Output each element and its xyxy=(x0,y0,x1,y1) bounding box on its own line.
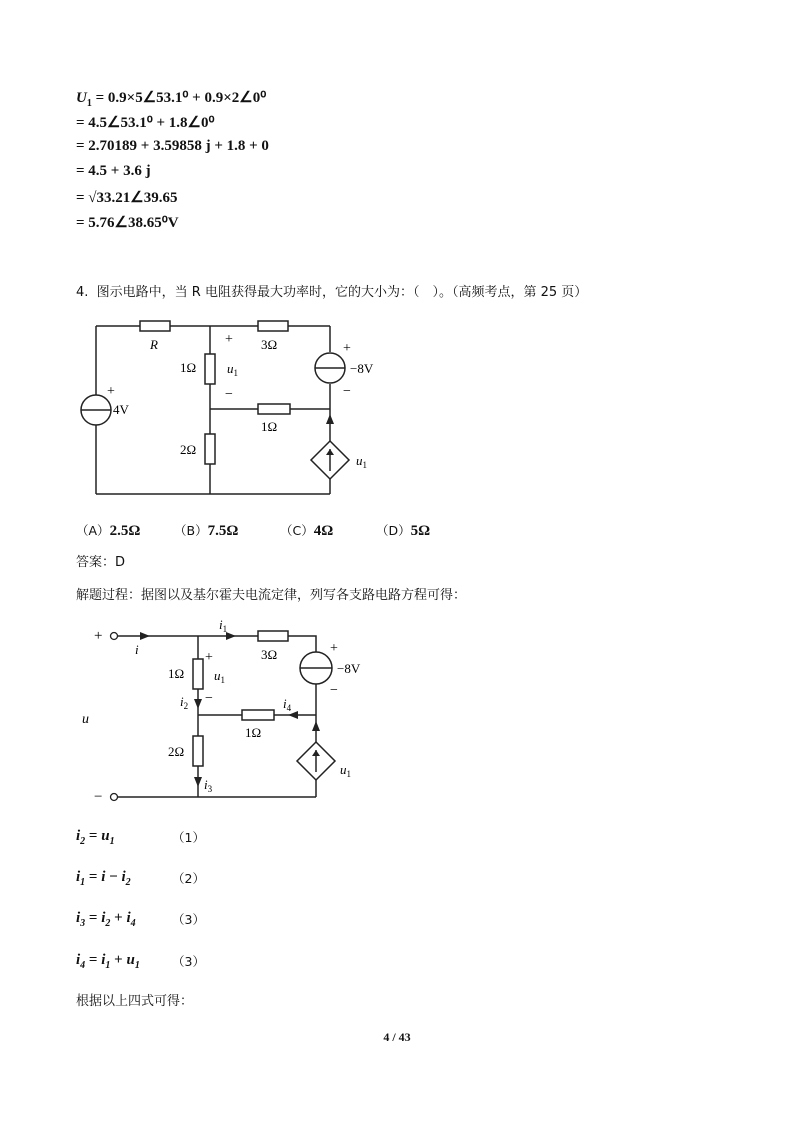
question-4 xyxy=(76,281,587,300)
page-number: 4 / 43 xyxy=(383,1030,411,1044)
equation-line-3: = 2.70189 + 3.59858 j + 1.8 + 0 xyxy=(76,138,269,154)
label-i1: $i_1$ xyxy=(219,617,228,634)
option-d[interactable]: （D）5Ω xyxy=(376,523,431,539)
label-i3: $i_3$ xyxy=(204,777,213,794)
svg-text:+: + xyxy=(94,628,103,644)
conclusion-text: 根据以上四式可得： xyxy=(76,994,194,1009)
question-number: 4. xyxy=(76,285,89,300)
arrow-right-branch xyxy=(312,721,320,731)
plus-4v: + xyxy=(107,384,115,399)
label-8v: −8V xyxy=(350,361,374,376)
label-4v: 4V xyxy=(113,402,129,417)
minus-8v: − xyxy=(343,384,351,399)
label-8v-2: −8V xyxy=(337,661,361,676)
label-R: R xyxy=(150,337,158,352)
option-b[interactable]: （B）7.5Ω xyxy=(174,523,239,539)
solution-intro: 解题过程：据图以及基尔霍夫电流定律，列写各支路电路方程可得： xyxy=(76,588,467,603)
label-3ohm: 3Ω xyxy=(261,337,278,352)
kcl-number-4: （3） xyxy=(172,954,205,969)
label-2ohm: 2Ω xyxy=(180,442,197,457)
equation-line-2: = 4.5∠53.1⁰ + 1.8∠0⁰ xyxy=(76,115,215,131)
arrow-i3 xyxy=(194,777,202,787)
svg-text:−: − xyxy=(330,683,338,698)
resistor-2ohm-2 xyxy=(193,736,203,766)
label-3ohm-2: 3Ω xyxy=(261,647,278,662)
label-1ohm-horizontal-2: 1Ω xyxy=(245,725,262,740)
label-dependent-u1-2: $u_1$ xyxy=(340,762,351,779)
resistor-1ohm-vertical xyxy=(205,354,215,384)
equation-line-1: $U_1$ = 0.9×5∠53.1⁰ + 0.9×2∠0⁰ xyxy=(76,90,267,109)
circuit-figure-1 xyxy=(74,312,404,512)
circuit-figure-2 xyxy=(74,612,384,808)
svg-text:−: − xyxy=(94,789,103,805)
question-text: 图示电路中，当 R 电阻获得最大功率时，它的大小为：（ ）。（高频考点，第 25 页） xyxy=(96,285,588,300)
resistor-1ohm-horizontal xyxy=(258,404,290,414)
resistor-3ohm xyxy=(258,321,288,331)
resistor-R xyxy=(140,321,170,331)
svg-text:+: + xyxy=(330,641,338,656)
label-2ohm-2: 2Ω xyxy=(168,744,185,759)
resistor-1ohm-vertical-2 xyxy=(193,659,203,689)
label-i4: $i_4$ xyxy=(283,696,292,713)
label-u1: $u_1$ xyxy=(227,361,238,378)
equation-line-6: = 5.76∠38.65⁰V xyxy=(76,215,179,231)
plus-8v: + xyxy=(343,341,351,356)
label-i: i xyxy=(135,642,139,657)
label-1ohm-horizontal: 1Ω xyxy=(261,419,278,434)
resistor-2ohm xyxy=(205,434,215,464)
kcl-number-3: （3） xyxy=(172,912,205,927)
label-1ohm-vertical-2: 1Ω xyxy=(168,666,185,681)
kcl-equation-4: $i_4 = i_1 + u_1$ xyxy=(76,952,140,971)
label-1ohm-vertical: 1Ω xyxy=(180,360,197,375)
svg-text:−: − xyxy=(205,691,213,706)
plus-u1: + xyxy=(225,332,233,347)
arrow-i2 xyxy=(194,699,202,709)
arrow-i xyxy=(140,632,150,640)
minus-u1: − xyxy=(225,387,233,402)
label-dependent-u1: $u_1$ xyxy=(356,453,367,470)
option-a[interactable]: （A）2.5Ω xyxy=(76,523,141,539)
label-i2: $i_2$ xyxy=(180,694,189,711)
arrow-i1 xyxy=(226,632,236,640)
svg-text:+: + xyxy=(205,650,213,665)
kcl-equation-2: $i_1 = i - i_2$ xyxy=(76,869,131,888)
label-u: u xyxy=(82,712,89,727)
label-u1-2: $u_1$ xyxy=(214,668,225,685)
resistor-3ohm-2 xyxy=(258,631,288,641)
option-c[interactable]: （C）4Ω xyxy=(280,523,334,539)
kcl-equation-1: $i_2 = u_1$ xyxy=(76,828,115,847)
kcl-equation-3: $i_3 = i_2 + i_4$ xyxy=(76,910,136,929)
kcl-number-1: （1） xyxy=(172,830,205,845)
resistor-1ohm-horizontal-2 xyxy=(242,710,274,720)
kcl-number-2: （2） xyxy=(172,871,205,886)
answer: 答案：D xyxy=(76,555,126,570)
equation-line-4: = 4.5 + 3.6 j xyxy=(76,163,151,179)
equation-line-5: = √33.21∠39.65 xyxy=(76,190,178,206)
